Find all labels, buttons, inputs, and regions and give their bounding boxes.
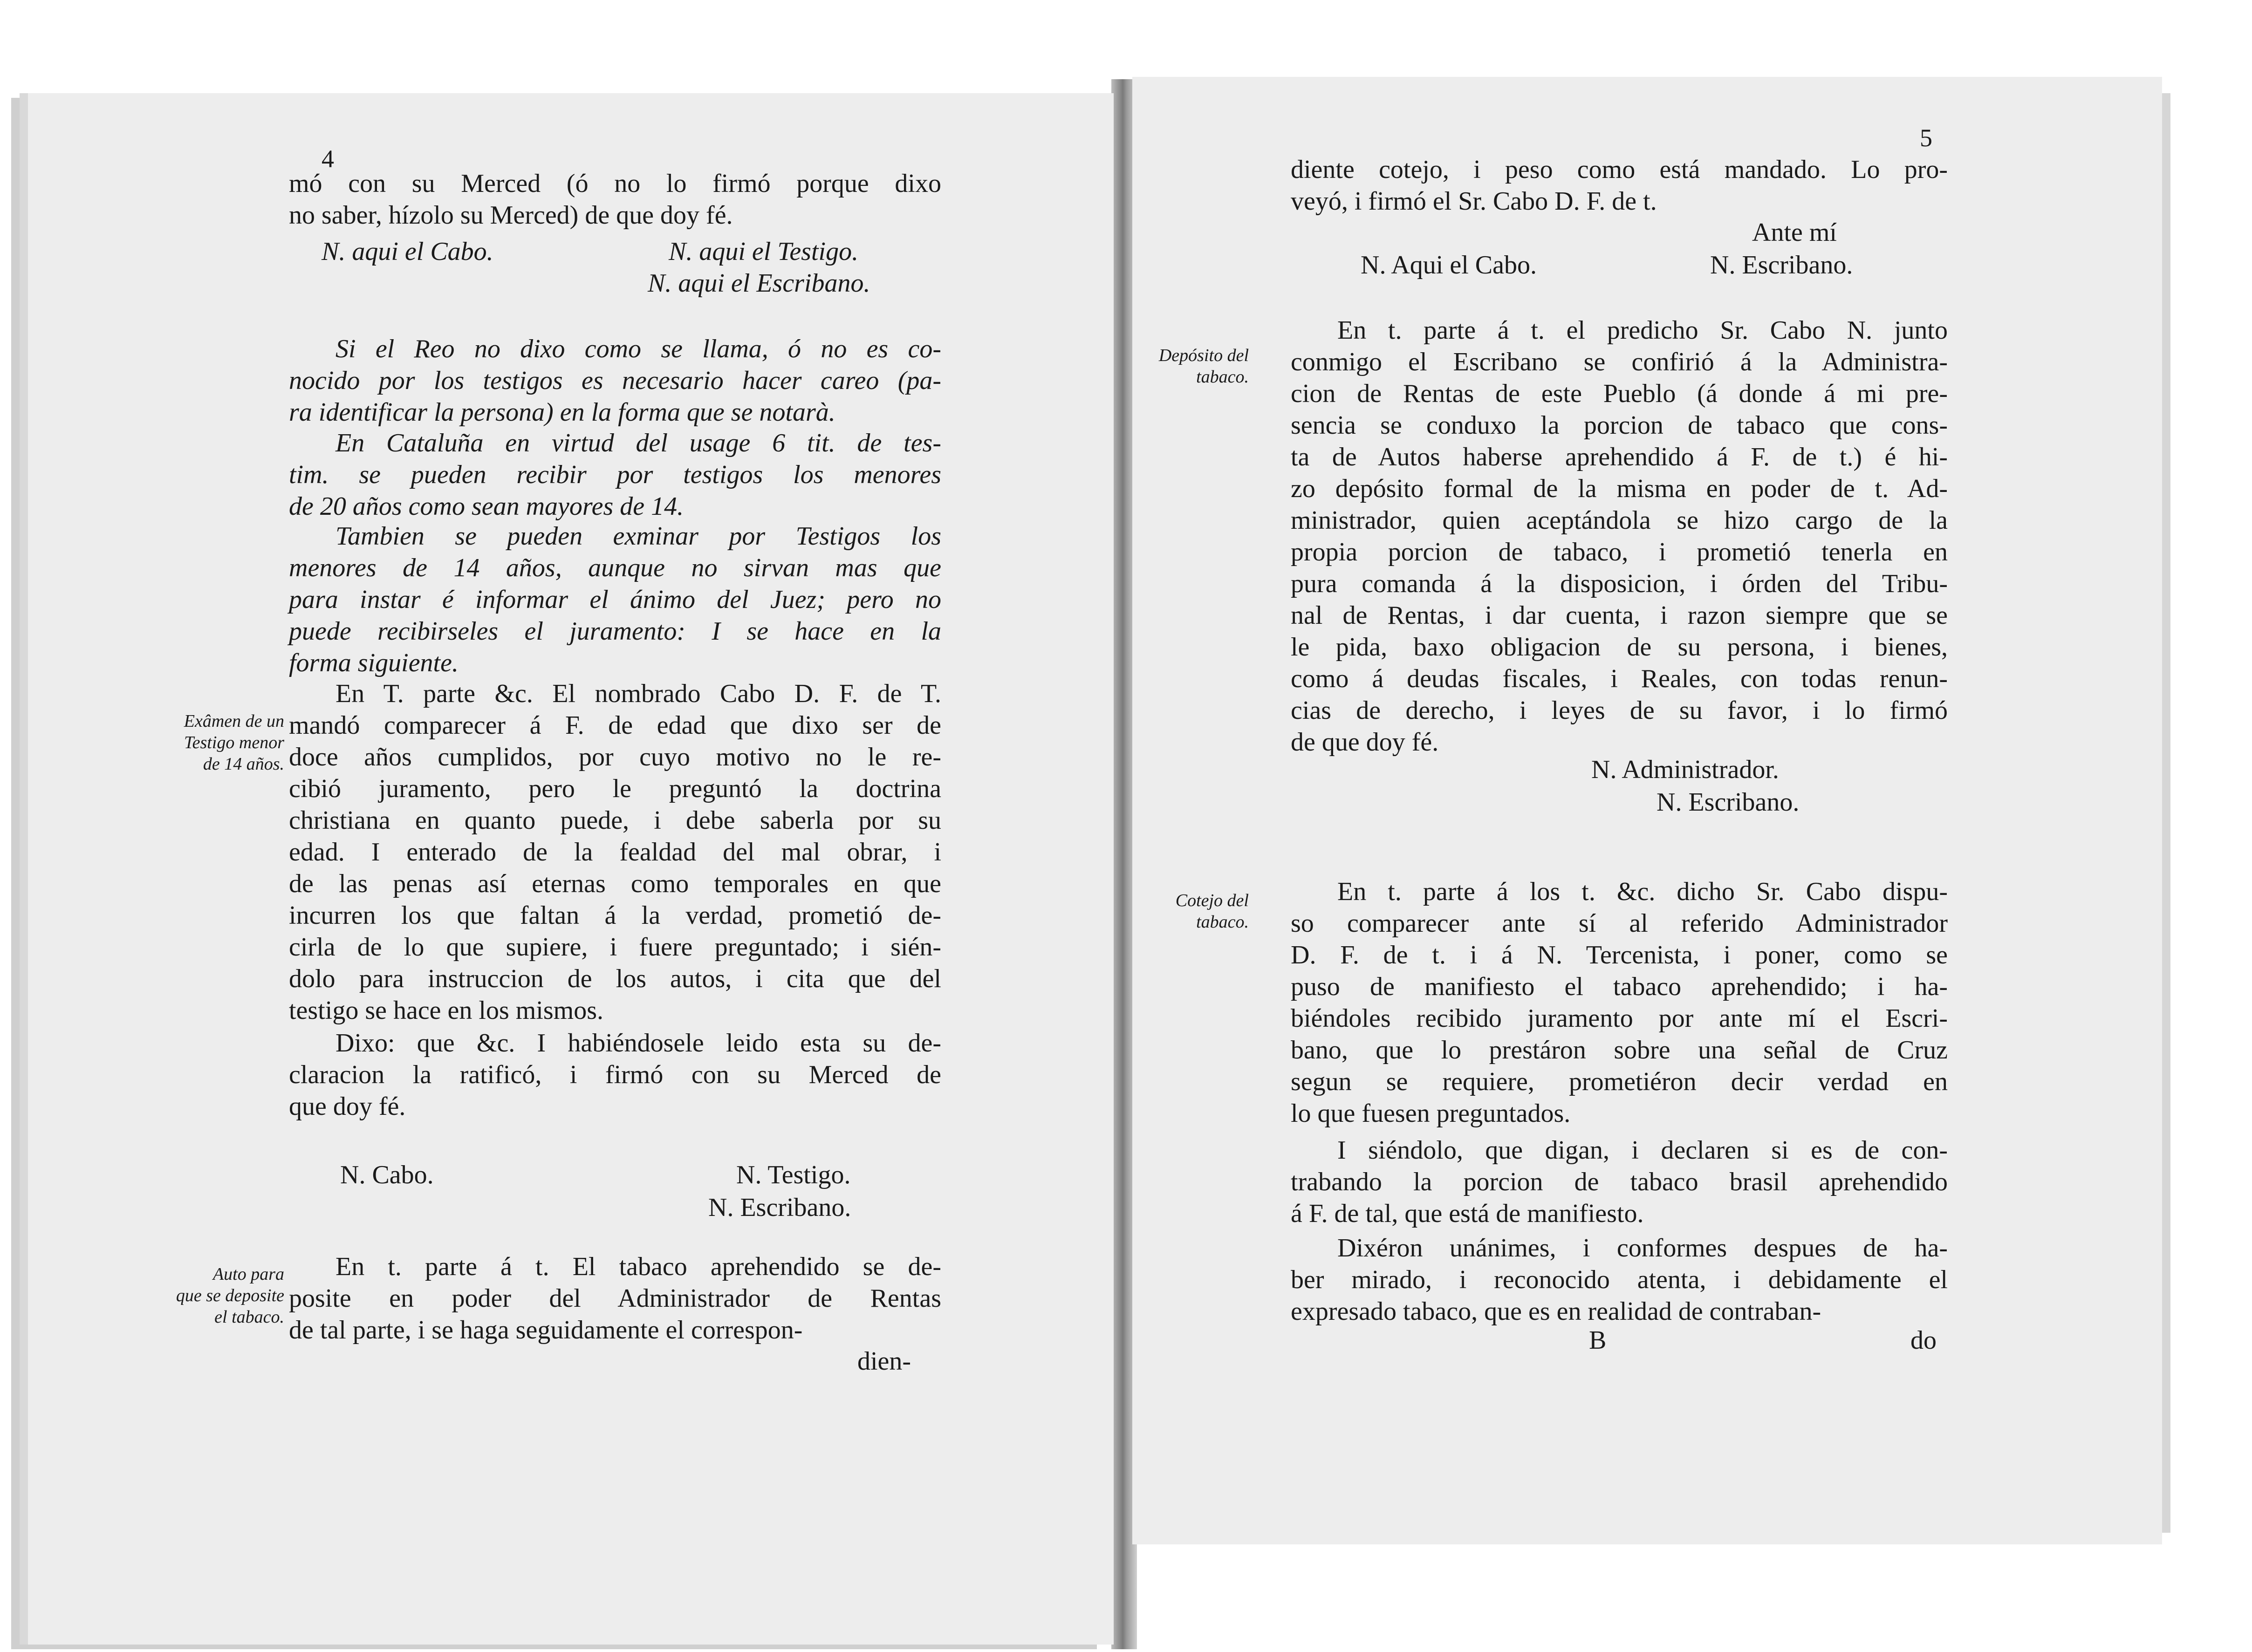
right-page	[1132, 77, 2162, 1544]
text-line: de las penas así eternas como temporales en que	[289, 869, 941, 898]
margin-note-deposito	[1132, 345, 1249, 388]
text-line: que doy fé.	[289, 1092, 406, 1121]
margin-line: el tabaco.	[214, 1307, 284, 1327]
text-line: cion de Rentas de este Pueblo (á donde á mi pre-	[1291, 379, 1948, 408]
text-line: biéndoles recibido juramento por ante mí el Escri-	[1291, 1004, 1948, 1033]
text-line: posite en poder del Administrador de Rentas	[289, 1284, 941, 1313]
text-line: expresado tabaco, que es en realidad de contraban-	[1291, 1297, 1821, 1326]
text-line: trabando la porcion de tabaco brasil aprehendido	[1291, 1167, 1948, 1196]
signature-cabo-2: N. Cabo.	[340, 1160, 434, 1189]
text-line: ministrador, quien aceptándola se hizo cargo de la	[1291, 506, 1948, 535]
text-line: En T. parte &c. El nombrado Cabo D. F. de T.	[335, 679, 941, 708]
text-line: Tambien se pueden exminar por Testigos los	[335, 522, 941, 551]
text-line: segun se requiere, prometiéron decir verdad en	[1291, 1067, 1948, 1096]
page-edge	[2162, 93, 2170, 1533]
text-line: En t. parte á t. El tabaco aprehendido se de-	[335, 1252, 941, 1281]
paragraph-deposito	[1291, 314, 1948, 758]
text-line: cibió juramento, pero le preguntó la doctrina	[289, 774, 941, 803]
text-line: Dixo: que &c. I habiéndosele leido esta su de-	[335, 1029, 941, 1058]
left-page	[28, 93, 1114, 1645]
top-paragraph	[289, 168, 941, 231]
text-line: pura comanda á la disposicion, i órden del Tribu-	[1291, 569, 1948, 598]
margin-line: de 14 años.	[203, 754, 284, 774]
paragraph-cotejo	[1291, 876, 1948, 1129]
catchword: do	[1910, 1326, 1937, 1355]
text-line: diente cotejo, i peso como está mandado. Lo pro-	[1291, 155, 1948, 184]
text-line: cirla de lo que supiere, i fuere preguntado; i sién-	[289, 933, 941, 962]
text-line: zo depósito formal de la misma en poder de t. Ad-	[1291, 474, 1948, 503]
text-line: En Cataluña en virtud del usage 6 tit. de tes-	[335, 429, 941, 457]
signature-mark: B	[1589, 1326, 1607, 1355]
signature-escribano-2: N. Escribano.	[1656, 788, 1800, 817]
signature-cabo: N. aqui el Cabo.	[322, 237, 493, 266]
paragraph-dixeron	[1291, 1232, 1948, 1327]
signature-escribano-2: N. Escribano.	[708, 1193, 851, 1222]
margin-note-examen	[154, 710, 284, 775]
text-line: menores de 14 años, aunque no sirvan mas que	[289, 553, 941, 582]
text-line: tim. se pueden recibir por testigos los menores	[289, 460, 941, 489]
margin-line: tabaco.	[1196, 912, 1249, 932]
text-line: mó con su Merced (ó no lo firmó porque dixo	[289, 169, 941, 198]
signature-testigo: N. aqui el Testigo.	[669, 237, 859, 266]
text-line: veyó, i firmó el Sr. Cabo D. F. de t.	[1291, 187, 1657, 216]
text-line: mandó comparecer á F. de edad que dixo ser de	[289, 711, 941, 740]
margin-note-auto	[154, 1263, 284, 1328]
margin-note-cotejo	[1132, 890, 1249, 933]
note-careo	[289, 333, 941, 428]
text-line: no saber, hízolo su Merced) de que doy fé.	[289, 201, 733, 230]
text-line: ra identificar la persona) en la forma que se notarà.	[289, 398, 835, 427]
text-line: I siéndolo, que digan, i declaren si es de con-	[1337, 1136, 1948, 1165]
text-line: como á deudas fiscales, i Reales, con todas renun-	[1291, 664, 1948, 693]
text-line: En t. parte á t. el predicho Sr. Cabo N. junto	[1337, 316, 1948, 345]
text-line: sencia se conduxo la porcion de tabaco que cons-	[1291, 411, 1948, 440]
text-line: Dixéron unánimes, i conformes despues de ha-	[1337, 1234, 1948, 1263]
text-line: cias de derecho, i leyes de su favor, i lo firmó	[1291, 696, 1948, 725]
margin-line: Cotejo del	[1175, 891, 1249, 910]
text-line: forma siguiente.	[289, 649, 459, 677]
text-line: bano, que lo prestáron sobre una señal de Cruz	[1291, 1036, 1948, 1065]
signature-escribano: N. Escribano.	[1710, 251, 1853, 280]
text-line: incurren los que faltan á la verdad, prometió de-	[289, 901, 941, 930]
text-line: so comparecer ante sí al referido Administrador	[1291, 909, 1948, 938]
text-line: ber mirado, i reconocido atenta, i debidamente el	[1291, 1265, 1948, 1294]
paragraph-dixo	[289, 1027, 941, 1122]
text-line: lo que fuesen preguntados.	[1291, 1099, 1571, 1128]
page-number: 4	[322, 145, 334, 173]
ante-mi: Ante mí	[1752, 218, 1837, 247]
text-line: claracion la ratificó, i firmó con su Merced de	[289, 1060, 941, 1089]
signature-escribano: N. aqui el Escribano.	[648, 269, 870, 298]
paragraph-auto	[289, 1251, 941, 1346]
text-line: En t. parte á los t. &c. dicho Sr. Cabo dispu-	[1337, 877, 1948, 906]
margin-line: que se deposite	[176, 1286, 284, 1305]
text-line: puede recibirseles el juramento: I se hace en la	[289, 617, 941, 646]
text-line: edad. I enterado de la fealdad del mal obrar, i	[289, 838, 941, 867]
top-paragraph	[1291, 154, 1948, 217]
text-line: conmigo el Escribano se confirió á la Administra-	[1291, 348, 1948, 376]
margin-line: tabaco.	[1196, 367, 1249, 387]
paragraph-examen	[289, 678, 941, 1026]
note-cataluna	[289, 427, 941, 522]
text-line: de tal parte, i se haga seguidamente el correspon-	[289, 1316, 803, 1345]
margin-line: Auto para	[212, 1264, 284, 1284]
paragraph-sienddolo	[1291, 1134, 1948, 1229]
text-line: le pida, baxo obligacion de su persona, i bienes,	[1291, 633, 1948, 662]
text-line: ta de Autos haberse aprehendido á F. de t.) é hi-	[1291, 443, 1948, 471]
margin-line: Testigo menor	[184, 733, 284, 752]
note-menores	[289, 520, 941, 679]
text-line: propia porcion de tabaco, i prometió tenerla en	[1291, 538, 1948, 567]
margin-line: Depósito del	[1158, 346, 1249, 365]
text-line: testigo se hace en los mismos.	[289, 996, 604, 1025]
signature-administrador: N. Administrador.	[1591, 755, 1779, 784]
text-line: de 20 años como sean mayores de 14.	[289, 492, 684, 521]
margin-line: Exâmen de un	[184, 711, 284, 731]
page-number: 5	[1920, 124, 1932, 152]
text-line: Si el Reo no dixo como se llama, ó no es co-	[335, 334, 941, 363]
text-line: puso de manifiesto el tabaco aprehendido; i ha-	[1291, 972, 1948, 1001]
text-line: christiana en quanto puede, i debe saberla por su	[289, 806, 941, 835]
text-line: para instar é informar el ánimo del Juez; pero no	[289, 585, 941, 614]
text-line: nocido por los testigos es necesario hacer careo (pa-	[289, 366, 941, 395]
text-line: D. F. de t. i á N. Tercenista, i poner, como se	[1291, 941, 1948, 969]
text-line: de que doy fé.	[1291, 728, 1439, 757]
text-line: dolo para instruccion de los autos, i cita que del	[289, 964, 941, 993]
catchword: dien-	[857, 1347, 911, 1376]
text-line: doce años cumplidos, por cuyo motivo no le re-	[289, 743, 941, 771]
signature-cabo: N. Aqui el Cabo.	[1361, 251, 1537, 280]
text-line: á F. de tal, que está de manifiesto.	[1291, 1199, 1644, 1228]
signature-testigo-2: N. Testigo.	[736, 1160, 851, 1189]
text-line: nal de Rentas, i dar cuenta, i razon siempre que se	[1291, 601, 1948, 630]
